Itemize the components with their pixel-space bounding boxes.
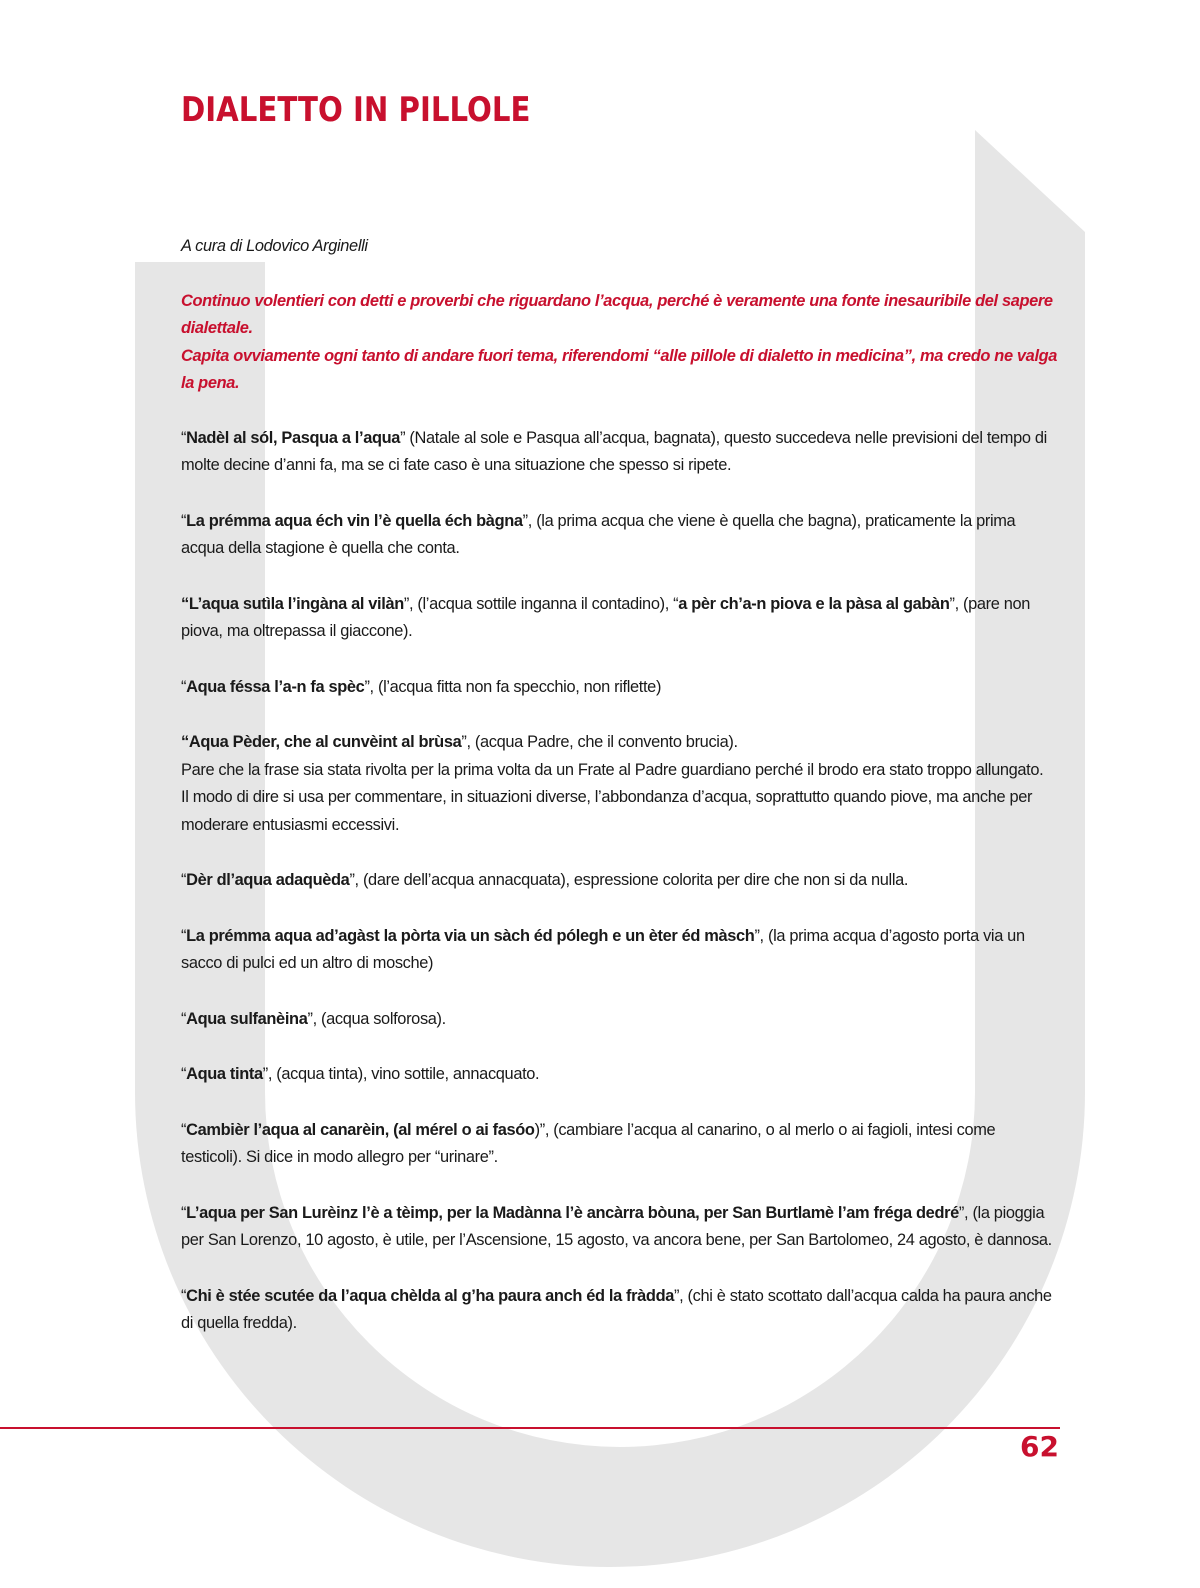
- dialect-phrase: Dèr dl’aqua adaquèda: [186, 871, 350, 889]
- footer-rule: [0, 1427, 1060, 1429]
- translation-text: ”, (la pioggia per San Lorenzo, 10 agosto, è utile, per l’Ascensione, 15 agosto, va ancora bene, per San Bartolomeo, 24 agosto, è dannosa.: [181, 1203, 1052, 1249]
- translation-text: ”, (acqua solforosa).: [307, 1009, 446, 1028]
- translation-text: ”, (acqua tinta), vino sottile, annacquato.: [262, 1065, 540, 1083]
- proverb-line: [181, 757, 1059, 785]
- dialect-phrase: “L’aqua sutìla l’ingàna al vilàn: [181, 594, 404, 613]
- translation-text: ”, (chi è stato scottato dall’acqua calda ha paura anche di quella fredda).: [181, 1286, 1052, 1332]
- proverb-entry: [181, 729, 1059, 839]
- translation-text: ”, (la prima acqua d’agosto porta via un sacco di pulci ed un altro di mosche): [181, 926, 1025, 972]
- translation-text: )”, (cambiare l’acqua al canarino, o al merlo o ai fagioli, intesi come testicoli). Si dice in modo allegro per “urinare”.: [181, 1120, 996, 1166]
- intro-paragraph: [181, 288, 1059, 398]
- proverb-entry: [181, 923, 1059, 978]
- translation-text: “: [181, 511, 187, 530]
- proverb-line: [181, 867, 1059, 895]
- translation-text: ”, (dare dell’acqua annacquata), espressione colorita per dire che non si da nulla.: [349, 871, 909, 889]
- intro-line: Capita ovviamente ogni tanto di andare fuori tema, riferendomi “alle pillole di dialetto in medicina”, ma credo ne valga la pena.: [181, 346, 1058, 392]
- dialect-phrase: Aqua féssa l’a-n fa spèc: [186, 677, 365, 696]
- proverb-line: [181, 1061, 1059, 1089]
- translation-text: Il modo di dire si usa per commentare, in situazioni diverse, l’abbondanza d’acqua, soprattutto quando piove, ma anche per moderare entusiasmi eccessivi.: [181, 788, 1033, 834]
- dialect-phrase: La prémma aqua ad’agàst la pòrta via un sàch éd pólegh e un èter éd màsch: [186, 926, 755, 945]
- proverb-entry: [181, 1200, 1059, 1255]
- translation-text: ”, (acqua Padre, che il convento brucia).: [461, 733, 738, 751]
- proverb-line: [181, 1006, 1059, 1034]
- translation-text: “: [181, 1009, 187, 1028]
- translation-text: ”, (pare non piova, ma oltrepassa il giaccone).: [181, 594, 1031, 640]
- translation-text: ”, (l’acqua sottile inganna il contadino), “: [403, 594, 679, 613]
- proverb-entry: [181, 674, 1059, 702]
- page-title: DIALETTO IN PILLOLE: [181, 90, 531, 130]
- proverb-line: [181, 923, 1059, 978]
- translation-text: “: [181, 428, 187, 447]
- proverb-line: [181, 729, 1059, 757]
- proverb-entry: [181, 1117, 1059, 1172]
- translation-text: Pare che la frase sia stata rivolta per la prima volta da un Frate al Padre guardiano perché il brodo era stato troppo allungato.: [181, 760, 1044, 779]
- translation-text: ”, (l’acqua fitta non fa specchio, non riflette): [364, 677, 662, 696]
- proverb-entry: [181, 867, 1059, 895]
- dialect-phrase: Nadèl al sól, Pasqua a l’aqua: [186, 428, 401, 447]
- proverb-entry: [181, 425, 1059, 480]
- translation-text: “: [181, 1286, 187, 1305]
- translation-text: ” (Natale al sole e Pasqua all’acqua, bagnata), questo succedeva nelle previsioni del tempo di molte decine d’anni fa, ma se ci fate caso è una situazione che spesso si ripete.: [181, 428, 1047, 474]
- proverb-line: [181, 508, 1059, 563]
- dialect-phrase: L’aqua per San Lurèinz l’è a tèimp, per la Madànna l’è ancàrra bòuna, per San Burtlamè l’am fréga dedré: [186, 1203, 959, 1222]
- proverb-line: [181, 425, 1059, 480]
- translation-text: “: [181, 1120, 187, 1139]
- proverb-entry: [181, 1006, 1059, 1034]
- proverb-list: [181, 425, 1059, 1338]
- proverb-entry: [181, 1061, 1059, 1089]
- intro-line: Continuo volentieri con detti e proverbi che riguardano l’acqua, perché è veramente una fonte inesauribile del sapere dialettale.: [181, 291, 1053, 337]
- dialect-phrase: La prémma aqua éch vin l’è quella éch bàgna: [186, 511, 523, 530]
- proverb-line: [181, 591, 1059, 646]
- proverb-line: [181, 1283, 1059, 1338]
- translation-text: “: [181, 1203, 187, 1222]
- dialect-phrase: Chi è stée scutée da l’aqua chèlda al g’ha paura anch éd la fràdda: [186, 1286, 675, 1305]
- proverb-line: [181, 1200, 1059, 1255]
- proverb-entry: [181, 1283, 1059, 1338]
- proverb-line: [181, 1117, 1059, 1172]
- dialect-phrase: Cambièr l’aqua al canarèin, (al mérel o ai fasóo: [186, 1120, 535, 1139]
- author-line: A cura di Lodovico Arginelli: [181, 237, 368, 255]
- dialect-phrase: Aqua sulfanèina: [186, 1009, 308, 1028]
- page-number: 62: [1020, 1430, 1059, 1463]
- translation-text: “: [181, 871, 187, 889]
- translation-text: “: [181, 677, 187, 696]
- dialect-phrase: a pèr ch’a-n piova e la pàsa al gabàn: [678, 594, 950, 613]
- proverb-line: [181, 674, 1059, 702]
- translation-text: ”, (la prima acqua che viene è quella che bagna), praticamente la prima acqua della stagione è quella che conta.: [181, 511, 1016, 557]
- proverb-line: [181, 784, 1059, 839]
- proverb-entry: [181, 591, 1059, 646]
- dialect-phrase: “Aqua Pèder, che al cunvèint al brùsa: [181, 733, 462, 751]
- translation-text: “: [181, 1065, 187, 1083]
- proverb-entry: [181, 508, 1059, 563]
- dialect-phrase: Aqua tinta: [186, 1065, 263, 1083]
- article-body: [181, 233, 1059, 1366]
- translation-text: “: [181, 926, 187, 945]
